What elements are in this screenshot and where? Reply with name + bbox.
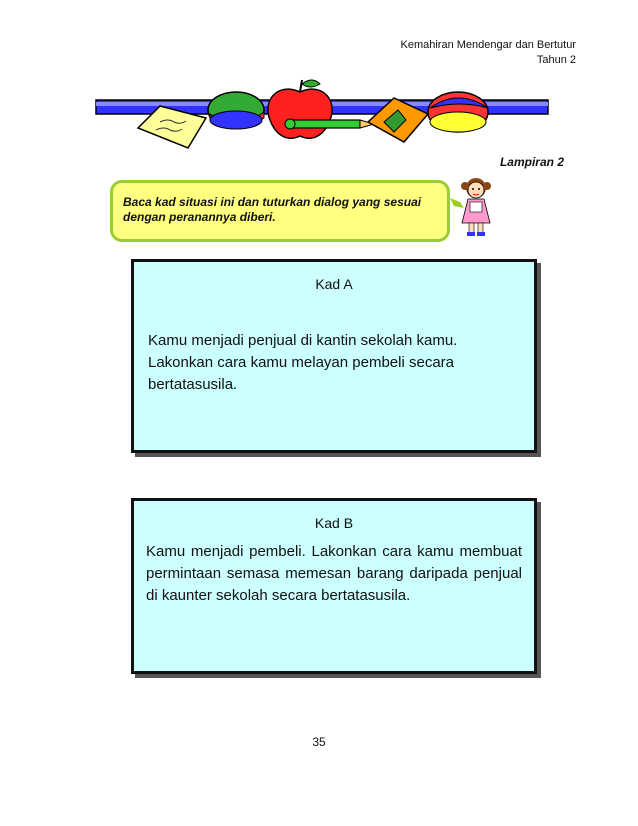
beach-ball-icon bbox=[208, 92, 264, 129]
instruction-bubble bbox=[110, 180, 450, 242]
header-year: Tahun 2 bbox=[536, 54, 576, 66]
situation-card-b bbox=[131, 498, 537, 674]
instruction-text: Baca kad situasi ini dan tuturkan dialog yang sesuai dengan peranannya diberi. bbox=[123, 195, 422, 224]
appendix-label: Lampiran 2 bbox=[499, 155, 564, 169]
page-number: 35 bbox=[312, 735, 326, 749]
girl-icon bbox=[446, 172, 508, 238]
card-a-title: Kad A bbox=[315, 276, 353, 292]
page-header bbox=[401, 38, 577, 68]
card-b-text: Kamu menjadi pembeli. Lakonkan cara kamu membuat permintaan semasa memesan barang daripada penjual di kaunter sekolah secara bertatasusila. bbox=[146, 543, 522, 604]
card-b-title: Kad B bbox=[314, 515, 354, 531]
situation-card-a bbox=[131, 259, 537, 453]
beach-ball-icon bbox=[428, 92, 488, 132]
header-subject: Kemahiran Mendengar dan Bertutur bbox=[400, 39, 576, 51]
pencil-icon bbox=[285, 119, 374, 129]
card-a-text: Kamu menjadi penjual di kantin sekolah kamu. Lakonkan cara kamu melayan pembeli secara bertatasusila. bbox=[148, 332, 458, 393]
decorative-banner bbox=[0, 78, 638, 150]
apple-icon bbox=[268, 80, 332, 138]
